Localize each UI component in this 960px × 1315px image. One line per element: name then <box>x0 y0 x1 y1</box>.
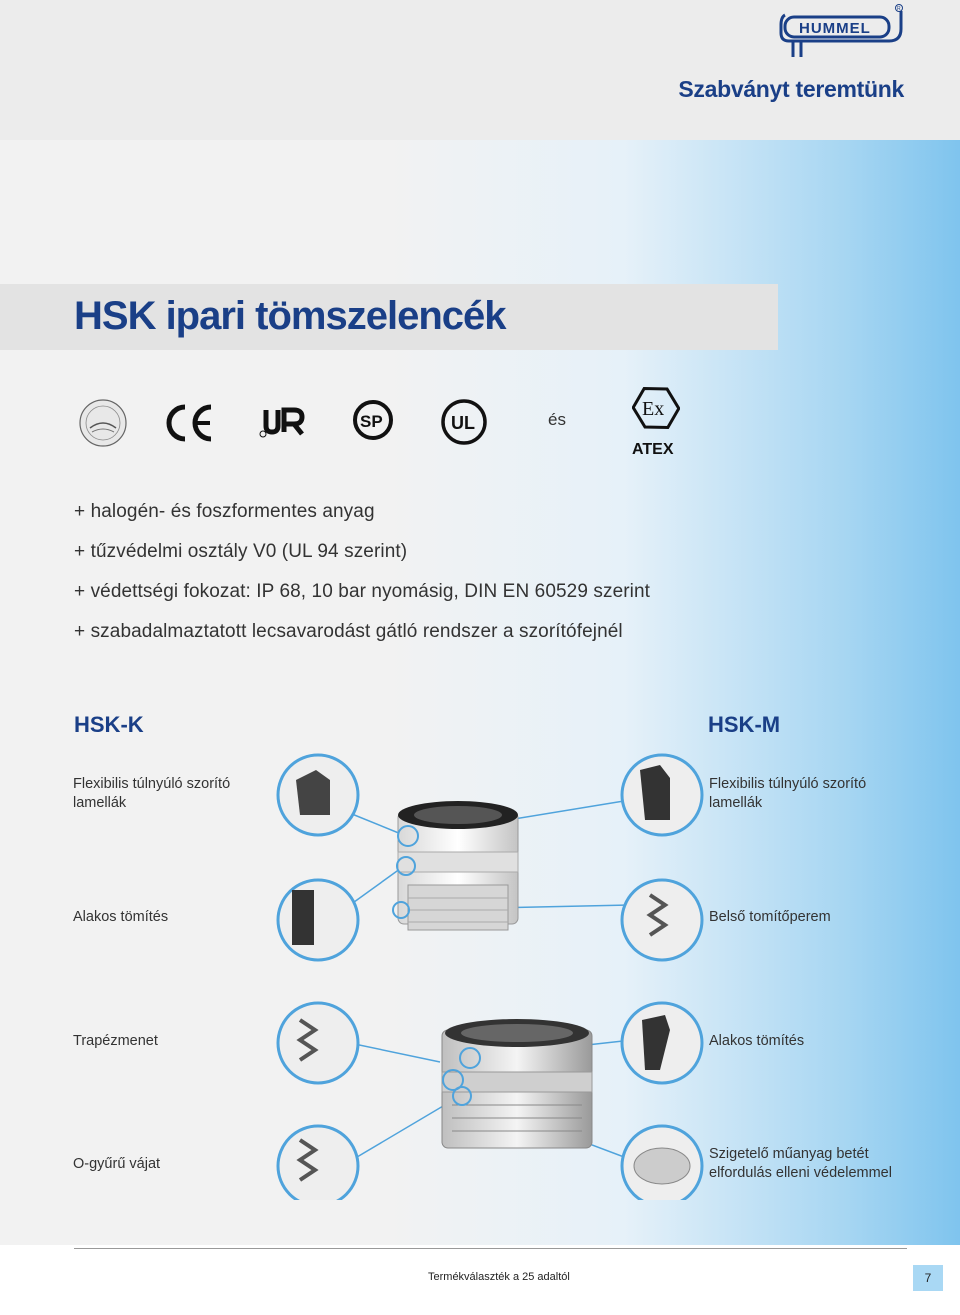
hsk-m-label-4: Szigetelő műanyag betét elfordulás elleni védelemmel <box>709 1146 892 1181</box>
logo-wordmark: HUMMEL <box>799 20 871 37</box>
ex-hexagon-icon <box>632 384 680 432</box>
svg-text:SP: SP <box>360 412 383 431</box>
feature-item: + védettségi fokozat: IP 68, 10 bar nyomásig, DIN EN 60529 szerint <box>74 581 651 602</box>
atex-label: ATEX <box>632 441 674 458</box>
detail-circles-left <box>278 755 358 1200</box>
feature-list <box>74 500 650 660</box>
hsk-k-label-1: Flexibilis túlnyúló szorító lamellák <box>73 776 231 811</box>
page-title: HSK ipari tömszelencék <box>74 294 506 338</box>
svg-text:Ex: Ex <box>642 398 665 420</box>
svg-text:UL: UL <box>451 413 475 433</box>
hsk-k-label-4: O-gyűrű vájat <box>73 1156 161 1172</box>
hsk-m-label-1: Flexibilis túlnyúló szorító lamellák <box>709 776 867 811</box>
hsk-k-label-3: Trapézmenet <box>73 1033 158 1049</box>
feature-item: + tűzvédelmi osztály V0 (UL 94 szerint) <box>74 541 408 562</box>
hsk-k-label-2: Alakos tömítés <box>73 909 169 925</box>
ce-mark-icon <box>163 403 215 443</box>
hsk-k-gland <box>393 801 518 930</box>
footer-rule <box>74 1248 907 1249</box>
hummel-logo <box>777 3 907 61</box>
hsk-k-heading: HSK-K <box>74 712 144 737</box>
footer-text: Termékválaszték a 25 adaltól <box>428 1271 570 1283</box>
hsk-m-label-2: Belső tomítőperem <box>709 909 831 925</box>
csa-icon <box>352 398 394 442</box>
tagline: Szabványt teremtünk <box>678 76 904 102</box>
ur-recognized-icon <box>258 406 306 438</box>
feature-item: + szabadalmaztatott lecsavarodást gátló rendszer a szorítófejnél <box>74 621 623 642</box>
ul-icon <box>440 398 488 446</box>
detail-circles-right <box>622 755 702 1200</box>
feature-item: + halogén- és foszformentes anyag <box>74 501 375 522</box>
hsk-m-label-3: Alakos tömítés <box>709 1033 805 1049</box>
hsk-m-heading: HSK-M <box>708 712 781 737</box>
hsk-m-gland <box>442 1019 592 1148</box>
page-number: 7 <box>913 1265 943 1291</box>
approval-seal-icon <box>78 398 128 448</box>
conjunction-es: és <box>548 410 566 429</box>
svg-text:R: R <box>897 6 901 12</box>
